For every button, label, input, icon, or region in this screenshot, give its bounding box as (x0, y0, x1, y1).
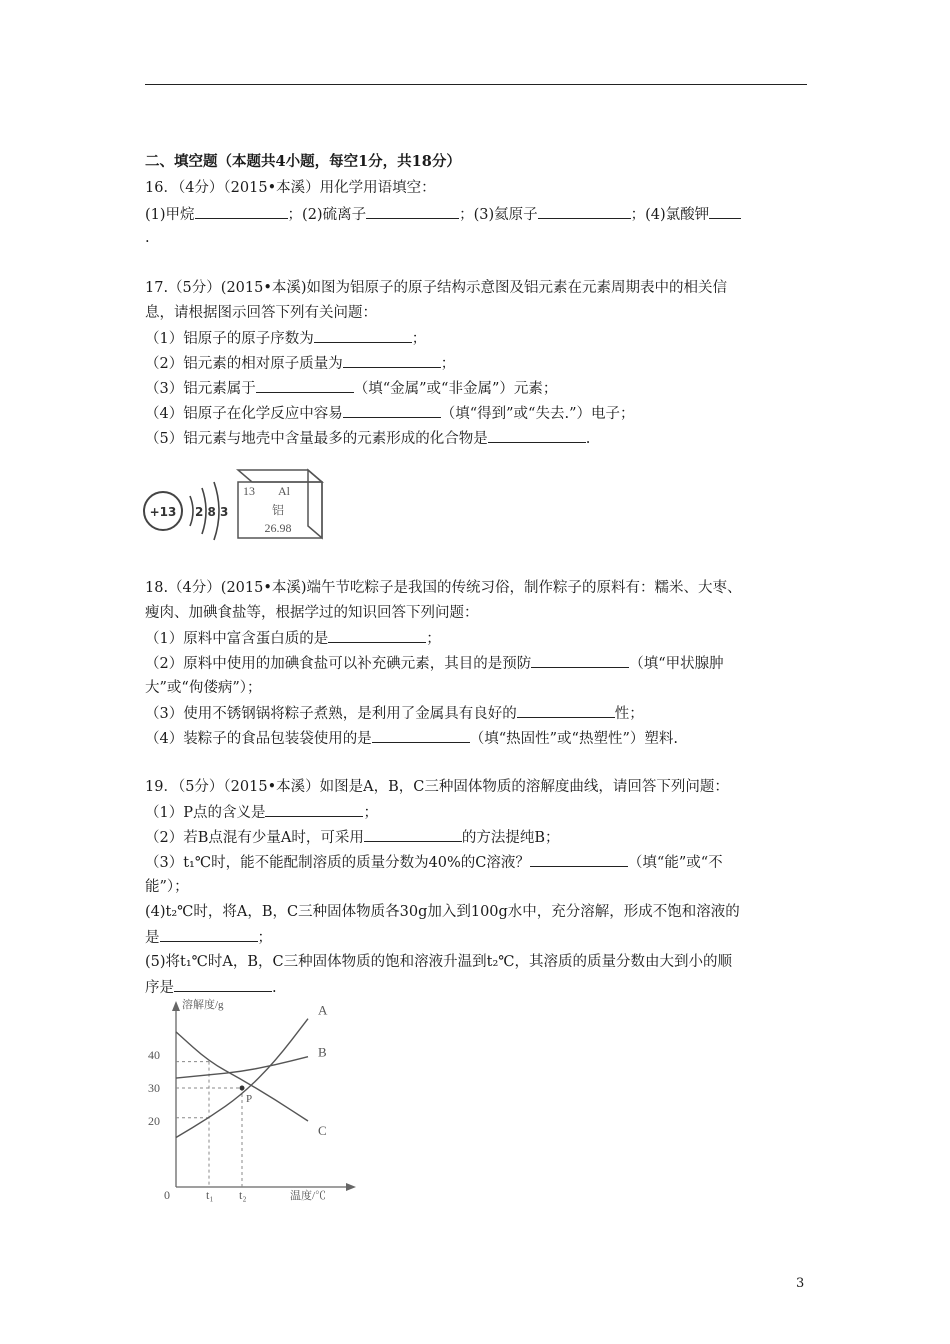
x-tick-label: t₁ (206, 1188, 214, 1202)
point-p (240, 1086, 245, 1091)
q16-answer-3[interactable] (538, 204, 631, 219)
curve-label-c: C (318, 1123, 327, 1138)
q18-sub4-end: （填“热固性”或“热塑性”）塑料. (469, 731, 678, 747)
q16-stem: 16．（4分）（2015•本溪）用化学用语填空： (145, 180, 436, 196)
cell-element-name: 铝 (271, 503, 285, 517)
q19-sub1 (145, 802, 378, 823)
q16-part2-label: ；(2)硫离子 (287, 207, 367, 223)
q17-sub3 (145, 378, 557, 399)
q17-sub5 (145, 428, 590, 449)
q16-answer-1[interactable] (195, 204, 288, 219)
curve-label-a: A (318, 1002, 328, 1018)
q19-sub2 (145, 827, 560, 848)
x-tick-label: 0 (164, 1188, 170, 1202)
q18-sub4 (145, 728, 678, 749)
q17-answer-1[interactable] (314, 328, 412, 343)
q18-sub1-end: ； (426, 631, 441, 647)
q19-sub1-end: ； (363, 805, 378, 821)
q18-sub2 (145, 653, 724, 674)
q16-part4-label: ；(4)氯酸钾 (630, 207, 710, 223)
q19-sub3 (145, 852, 723, 873)
page-number: 3 (796, 1276, 805, 1291)
q19-sub4-lead: 是 (145, 930, 160, 946)
q17-sub5-text: （5）铝元素与地壳中含量最多的元素形成的化合物是 (145, 431, 488, 447)
q17-sub4-end: （填“得到”或“失去.”）电子； (440, 406, 635, 422)
q19-sub5-line1: (5)将t₁℃时A，B，C三种固体物质的饱和溶液升温到t₂℃，其溶质的质量分数由大到小的顺 (145, 954, 732, 970)
cell-symbol: Al (278, 484, 290, 498)
q17-answer-5[interactable] (488, 428, 586, 443)
q19-sub2-end: 的方法提纯B； (461, 830, 560, 846)
q16-answer-2[interactable] (366, 204, 459, 219)
q17-sub2-text: （2）铝元素的相对原子质量为 (145, 356, 343, 372)
section-heading: 二、填空题（本题共4小题，每空1分，共18分） (145, 153, 461, 170)
q16-parts (145, 204, 741, 225)
q16-part1-label: (1)甲烷 (145, 207, 195, 223)
q19-sub3-text: （3）t₁℃时，能不能配制溶质的质量分数为40%的C溶液？ (145, 855, 530, 871)
x-tick-label: t₂ (239, 1188, 247, 1202)
shell-arc-1 (190, 496, 193, 526)
q19-sub4-line2 (145, 927, 272, 948)
q19-sub4-line1: (4)t₂℃时，将A，B，C三种固体物质各30g加入到100g水中，充分溶解，形成不饱和溶液的 (145, 904, 740, 920)
q19-sub5-end: . (272, 980, 277, 996)
q16-end: . (145, 230, 150, 246)
q17-sub1 (145, 328, 426, 349)
q18-answer-2[interactable] (531, 653, 629, 668)
nucleus-charge: +13 (149, 505, 177, 519)
q19-sub5-lead: 序是 (145, 980, 174, 996)
q16-answer-4[interactable] (709, 204, 741, 219)
q19-sub2-text: （2）若B点混有少量A时，可采用 (145, 830, 364, 846)
q17-answer-3[interactable] (256, 378, 354, 393)
q17-sub4-text: （4）铝原子在化学反应中容易 (145, 406, 343, 422)
curve-b (176, 1057, 308, 1078)
aluminum-atom-figure (140, 464, 350, 546)
q18-sub1-text: （1）原料中富含蛋白质的是 (145, 631, 329, 647)
q17-sub2-end: ； (440, 356, 456, 372)
q19-sub3-end: （填“能”或“不 (627, 855, 723, 871)
q18-answer-4[interactable] (372, 728, 470, 743)
y-tick-label: 20 (148, 1114, 160, 1128)
q18-sub1 (145, 628, 441, 649)
q19-answer-1[interactable] (265, 802, 363, 817)
curve-label-b: B (318, 1044, 327, 1060)
q18-stem-line1: 18.（4分）(2015•本溪)端午节吃粽子是我国的传统习俗，制作粽子的原料有：糯米、大枣、 (145, 580, 742, 596)
q18-sub3-text: （3）使用不锈钢锅将粽子煮熟，是利用了金属具有良好的 (145, 706, 517, 722)
x-axis-arrow-icon (346, 1183, 356, 1191)
cell-atomic-mass: 26.98 (264, 521, 292, 535)
q17-sub1-text: （1）铝原子的原子序数为 (145, 331, 314, 347)
q18-answer-1[interactable] (328, 628, 426, 643)
q17-sub1-end: ； (411, 331, 427, 347)
q19-answer-2[interactable] (364, 827, 462, 842)
x-axis-label: 温度/℃ (290, 1190, 327, 1202)
q17-sub3-text: （3）铝元素属于 (145, 381, 256, 397)
q17-sub4 (145, 403, 635, 424)
q17-answer-2[interactable] (343, 353, 441, 368)
q18-answer-3[interactable] (517, 703, 615, 718)
q19-sub4-end: ； (257, 930, 272, 946)
q17-sub2 (145, 353, 455, 374)
q17-stem-line1: 17.（5分）(2015•本溪)如图为铝原子的原子结构示意图及铝元素在元素周期表中的相关信 (145, 280, 728, 296)
cell-atomic-number: 13 (243, 484, 255, 498)
y-tick-label: 30 (148, 1081, 160, 1095)
q19-sub1-text: （1）P点的含义是 (145, 805, 266, 821)
q19-stem: 19．（5分）（2015•本溪）如图是A，B，C三种固体物质的溶解度曲线，请回答下列问题： (145, 779, 729, 795)
solubility-curve-chart (140, 995, 360, 1207)
q18-sub2-text: （2）原料中使用的加碘食盐可以补充碘元素，其目的是预防 (145, 656, 532, 672)
point-p-label: P (246, 1093, 253, 1105)
electron-counts: 2 8 3 (195, 505, 229, 519)
q19-sub3-cont: 能”）； (145, 879, 189, 895)
q18-stem-line2: 瘦肉、加碘食盐等，根据学过的知识回答下列问题： (145, 605, 479, 621)
q19-answer-4[interactable] (160, 927, 258, 942)
q17-sub5-end: . (585, 431, 591, 447)
q16-part3-label: ；(3)氦原子 (459, 207, 538, 223)
q18-sub4-text: （4）装粽子的食品包装袋使用的是 (145, 731, 372, 747)
q17-answer-4[interactable] (343, 403, 441, 418)
cell-side-face (308, 470, 322, 538)
q18-sub2-cont: 大”或“佝偻病”）； (145, 680, 262, 696)
q18-sub3-end: 性； (614, 706, 644, 722)
q18-sub3 (145, 703, 644, 724)
y-tick-label: 40 (148, 1048, 160, 1062)
header-rule (145, 84, 807, 85)
q19-answer-3[interactable] (530, 852, 628, 867)
y-axis-label: 溶解度/g (182, 999, 224, 1011)
q18-sub2-end: （填“甲状腺肿 (629, 656, 724, 672)
q17-stem-line2: 息，请根据图示回答下列有关问题： (145, 305, 377, 321)
q17-sub3-end: （填“金属”或“非金属”）元素； (353, 381, 558, 397)
y-axis-arrow-icon (172, 1001, 180, 1011)
q19-answer-5[interactable] (174, 977, 272, 992)
